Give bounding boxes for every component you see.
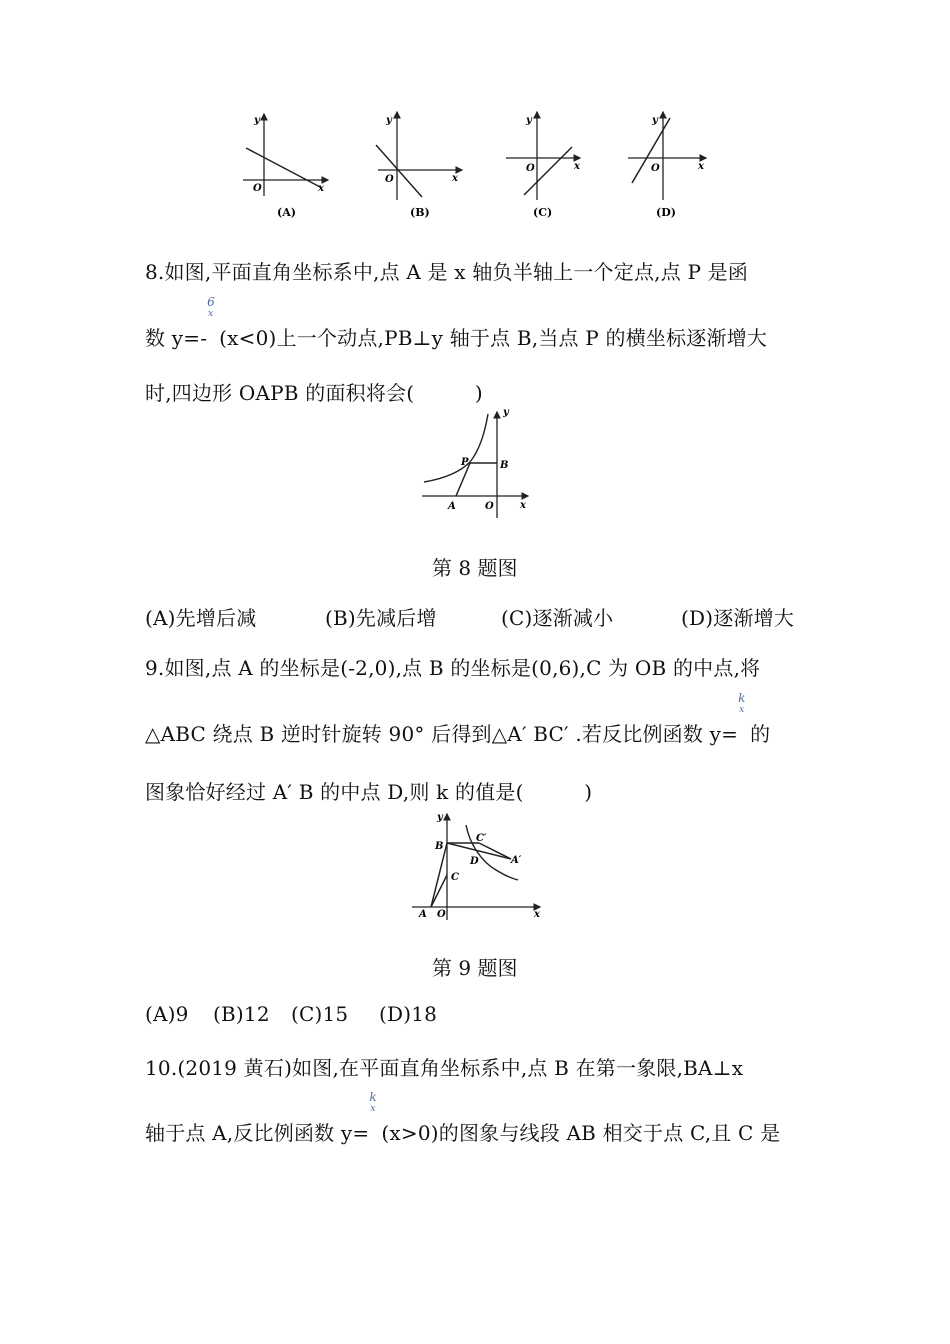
q8-line-3: 时,四边形 OAPB 的面积将会( ) xyxy=(145,381,483,405)
q10-line-1: 10.(2019 黄石)如图,在平面直角坐标系中,点 B 在第一象限,BA⊥x xyxy=(145,1056,744,1080)
q9-frac-num: k xyxy=(738,691,746,705)
q9-fraction xyxy=(738,691,750,741)
q9-option-a: (A)9 xyxy=(145,1002,189,1026)
q8-fig-o: O xyxy=(485,501,494,512)
q7-panel-b xyxy=(376,112,462,219)
q10-frac-den: x xyxy=(370,1104,376,1114)
q8-line-2-pre: 数 y=- xyxy=(145,326,208,350)
q8-line-2-post: (x<0)上一个动点,PB⊥y 轴于点 B,当点 P 的横坐标逐渐增大 xyxy=(219,326,768,350)
q8-fraction xyxy=(207,295,219,345)
q7-a-axis-y: y xyxy=(254,115,260,126)
q9-line-1: 9.如图,点 A 的坐标是(-2,0),点 B 的坐标是(0,6),C 为 OB 的中点,将 xyxy=(145,656,761,680)
q7-c-axis-y: y xyxy=(526,115,532,126)
q8-option-a: (A)先增后减 xyxy=(145,606,257,630)
q10-fraction xyxy=(369,1090,381,1140)
q9-fig-c: C xyxy=(451,872,459,883)
q7-d-origin: O xyxy=(651,163,660,174)
q8-fig-y: y xyxy=(503,407,509,418)
q8-fig-b: B xyxy=(500,460,509,471)
q7-a-label: (A) xyxy=(277,206,296,219)
q7-b-origin: O xyxy=(385,174,394,185)
q7-a-origin: O xyxy=(253,183,262,194)
q9-fig-o: O xyxy=(437,909,446,920)
q9-fig-a1: A′ xyxy=(511,855,522,866)
q10-frac-num: k xyxy=(369,1090,377,1104)
q9-fig-c1: C′ xyxy=(476,833,487,844)
q7-c-origin: O xyxy=(526,163,535,174)
q9-fig-y: y xyxy=(437,812,443,823)
q9-caption: 第 9 题图 xyxy=(432,956,518,980)
q7-panel-a xyxy=(243,114,328,219)
q7-figure xyxy=(0,0,950,240)
q7-panel-d xyxy=(628,112,706,219)
q9-line-3: 图象恰好经过 A′ B 的中点 D,则 k 的值是( ) xyxy=(145,780,593,804)
q9-frac-den: x xyxy=(739,705,745,715)
q9-fig-d: D xyxy=(470,856,479,867)
q9-fig-a: A xyxy=(419,909,427,920)
q8-caption: 第 8 题图 xyxy=(432,556,518,580)
q7-b-axis-y: y xyxy=(386,115,392,126)
q8-fig-p: P xyxy=(461,457,469,468)
q9-option-c: (C)15 xyxy=(291,1002,349,1026)
q9-fig-b: B xyxy=(435,841,444,852)
q10-line-2 xyxy=(145,1090,781,1146)
q9-option-b: (B)12 xyxy=(213,1002,270,1026)
q8-fig-x: x xyxy=(520,500,526,511)
q8-line-2 xyxy=(145,295,768,351)
q10-line-2-pre: 轴于点 A,反比例函数 y= xyxy=(145,1121,370,1145)
q9-line-2-pre: △ABC 绕点 B 逆时针旋转 90° 后得到△A′ BC′ .若反比例函数 y= xyxy=(145,722,739,746)
q8-frac-den: x xyxy=(208,309,214,319)
q8-option-d: (D)逐渐增大 xyxy=(681,606,795,630)
q7-c-label: (C) xyxy=(533,206,553,219)
q9-options xyxy=(145,1002,437,1026)
q7-c-axis-x: x xyxy=(574,161,580,172)
q7-d-axis-x: x xyxy=(698,161,704,172)
q7-panel-c xyxy=(506,112,581,219)
q8-options xyxy=(145,602,794,631)
q9-fig-x: x xyxy=(534,909,540,920)
q8-option-c: (C)逐渐减小 xyxy=(501,606,614,630)
q7-b-axis-x: x xyxy=(452,173,458,184)
q8-fig-a: A xyxy=(448,501,456,512)
q8-line-1: 8.如图,平面直角坐标系中,点 A 是 x 轴负半轴上一个定点,点 P 是函 xyxy=(145,260,749,284)
q7-d-label: (D) xyxy=(656,206,676,219)
q8-option-b: (B)先减后增 xyxy=(325,606,437,630)
q7-d-axis-y: y xyxy=(652,115,658,126)
q8-figure xyxy=(0,400,950,540)
q10-line-2-post: (x>0)的图象与线段 AB 相交于点 C,且 C 是 xyxy=(381,1121,781,1145)
q9-option-d: (D)18 xyxy=(379,1002,438,1026)
q7-a-axis-x: x xyxy=(318,183,324,194)
q8-frac-num: 6 xyxy=(207,295,216,309)
q9-figure xyxy=(0,800,950,930)
q9-line-2 xyxy=(145,691,771,747)
q9-line-2-post: 的 xyxy=(750,722,771,746)
q7-b-label: (B) xyxy=(410,206,430,219)
